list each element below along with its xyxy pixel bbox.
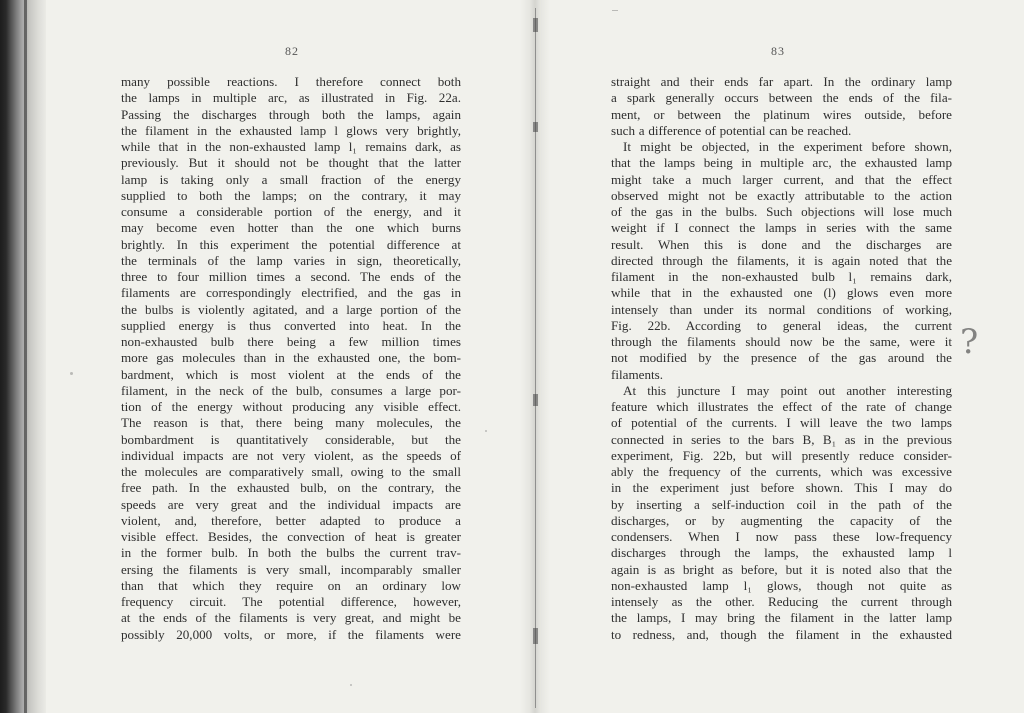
text-line: the terminals of the lamp varies in sign, theoretically, [121, 252, 461, 268]
text-line: violent, and, therefore, better adapted to produce a [121, 512, 461, 528]
text-line: individual impacts are not very violent, as the speeds of [121, 447, 461, 463]
text-line: in the experiment just before shown. This I may do [611, 480, 952, 496]
text-line: the filament in the exhausted lamp l glows very brightly, [121, 122, 461, 138]
left-page-text [121, 74, 461, 643]
text-line: filaments. [611, 366, 663, 382]
text-line: filament in the non-exhausted bulb l₁ remains dark, [611, 269, 952, 284]
left-page [90, 0, 530, 713]
text-line: brightly. In this experiment the potential difference at [121, 236, 461, 252]
text-line: while that in the non-exhausted lamp l₁ remains dark, as [121, 139, 461, 154]
text-line: again is as bright as before, but it is noted also that the [611, 561, 952, 577]
text-line: experiment, Fig. 22b, but will presently reduce consider- [611, 447, 952, 463]
text-line: that the lamps being in multiple arc, the exhausted lamp [611, 155, 952, 171]
text-line: At this juncture I may point out another interesting [623, 382, 952, 398]
text-line: feature which illustrates the effect of the rate of change [611, 399, 952, 414]
text-line: straight and their ends far apart. In the ordinary lamp [611, 74, 952, 89]
text-line: discharges, or by augmenting the capacity of the [611, 512, 952, 528]
text-line: frequency circuit. The potential difference, however, [121, 594, 461, 609]
text-line: possibly 20,000 volts, or more, if the filaments were [121, 626, 461, 642]
text-line: through the filaments should now be the same, were it [611, 334, 952, 349]
text-line: by inserting a self-induction coil in the path of the [611, 496, 952, 512]
text-line: may become even hotter than the one which burns [121, 220, 461, 236]
text-line: intensely than under its normal conditions of working, [611, 301, 952, 317]
text-line: to redness, and, though the filament in the exhausted [611, 626, 952, 642]
text-line: in the former bulb. In both the bulbs the current trav- [121, 545, 461, 561]
text-line: supplied energy is thus converted into heat. In the [121, 317, 461, 333]
text-line: discharges through the lamps, the exhausted lamp l [611, 545, 952, 561]
text-line: while that in the exhausted one (l) glows even more [611, 285, 952, 301]
text-line: the bulbs is violently agitated, and a large portion of the [121, 301, 461, 317]
text-line: bardment, which is most violent at the ends of the [121, 366, 461, 382]
text-line: the lamps in multiple arc, as illustrated in Fig. 22a. [121, 90, 461, 106]
text-line: previously. But it should not be thought that the latter [121, 155, 461, 171]
text-line: ersing the filaments is very small, incomparably smaller [121, 561, 461, 577]
text-line: not modified by the presence of the gas around the [611, 350, 952, 366]
page-number-right: 83 [771, 44, 785, 58]
text-line: at the ends of the filaments is very great, and might be [121, 610, 461, 626]
text-line: bombardment is quantitatively considerable, but the [121, 431, 461, 447]
text-line: more gas molecules than in the exhausted one, the bom- [121, 350, 461, 366]
text-line: filament, in the neck of the bulb, consumes a large por- [121, 382, 461, 398]
gutter-mark [533, 18, 538, 32]
text-line: the molecules are comparatively small, owing to the small [121, 464, 461, 479]
text-line: filaments are correspondingly electrified, and the gas in [121, 285, 461, 301]
text-line: condensers. When I now pass these low-frequency [611, 529, 952, 544]
text-line: The reason is that, there being many molecules, the [121, 415, 461, 431]
text-line: supplied to both the lamps; on the contrary, it may [121, 187, 461, 203]
text-line: ment, or between the platinum wires outside, before [611, 106, 952, 122]
text-line: lamp is taking only a small fraction of the energy [121, 171, 461, 187]
text-line: result. When this is done and the discharges are [611, 236, 952, 252]
margin-question-mark: ? [960, 322, 979, 362]
text-line: Fig. 22b. According to general ideas, the current [611, 317, 952, 333]
text-line: non-exhausted bulb there being a few million times [121, 334, 461, 349]
page-number-left: 82 [285, 44, 299, 58]
text-line: of the gas in the bulbs. Such objections will lose much [611, 204, 952, 219]
text-line: weight if I connect the lamps in series with the same [611, 220, 952, 236]
binding-edge [0, 0, 46, 713]
text-line: many possible reactions. I therefore connect both [121, 74, 461, 89]
text-line: non-exhausted lamp l₁ glows, though not quite as [611, 577, 952, 593]
text-line: free path. In the exhausted bulb, on the contrary, the [121, 480, 461, 496]
binding-stripe [24, 0, 27, 713]
text-line: Passing the discharges through both the lamps, again [121, 106, 461, 122]
text-line: observed might not be exactly attributable to the action [611, 187, 952, 203]
text-line: three to four million times a second. The ends of the [121, 269, 461, 284]
text-line: a spark generally occurs between the ends of the fila- [611, 90, 952, 106]
text-line: directed through the filaments, it is again noted that the [611, 252, 952, 268]
right-page-text [611, 74, 952, 643]
text-line: intensely as the other. Reducing the current through [611, 594, 952, 609]
text-line: the lamps, I may bring the filament in the latter lamp [611, 610, 952, 626]
gutter-mark [533, 628, 538, 644]
text-line: It might be objected, in the experiment before shown, [623, 139, 952, 154]
paper-speck [70, 372, 73, 375]
text-line: connected in series to the bars B, B₁ as in the previous [611, 431, 952, 447]
text-line: visible effect. Besides, the convection of heat is greater [121, 529, 461, 544]
text-line: than that which they require on an ordinary low [121, 577, 461, 593]
text-line: of potential of the currents. I will leave the two lamps [611, 415, 952, 431]
gutter-mark [533, 122, 538, 132]
right-page [580, 0, 1024, 713]
text-line: tion of the energy without producing any visible effect. [121, 399, 461, 414]
text-line: such a difference of potential can be reached. [611, 122, 852, 138]
gutter-mark [533, 394, 538, 406]
gutter-line [535, 8, 536, 708]
text-line: consume a considerable portion of the energy, and it [121, 204, 461, 219]
text-line: speeds are very great and the individual impacts are [121, 496, 461, 512]
text-line: might take a much larger current, and that the effect [611, 171, 952, 187]
text-line: ably the frequency of the currents, which was excessive [611, 464, 952, 479]
